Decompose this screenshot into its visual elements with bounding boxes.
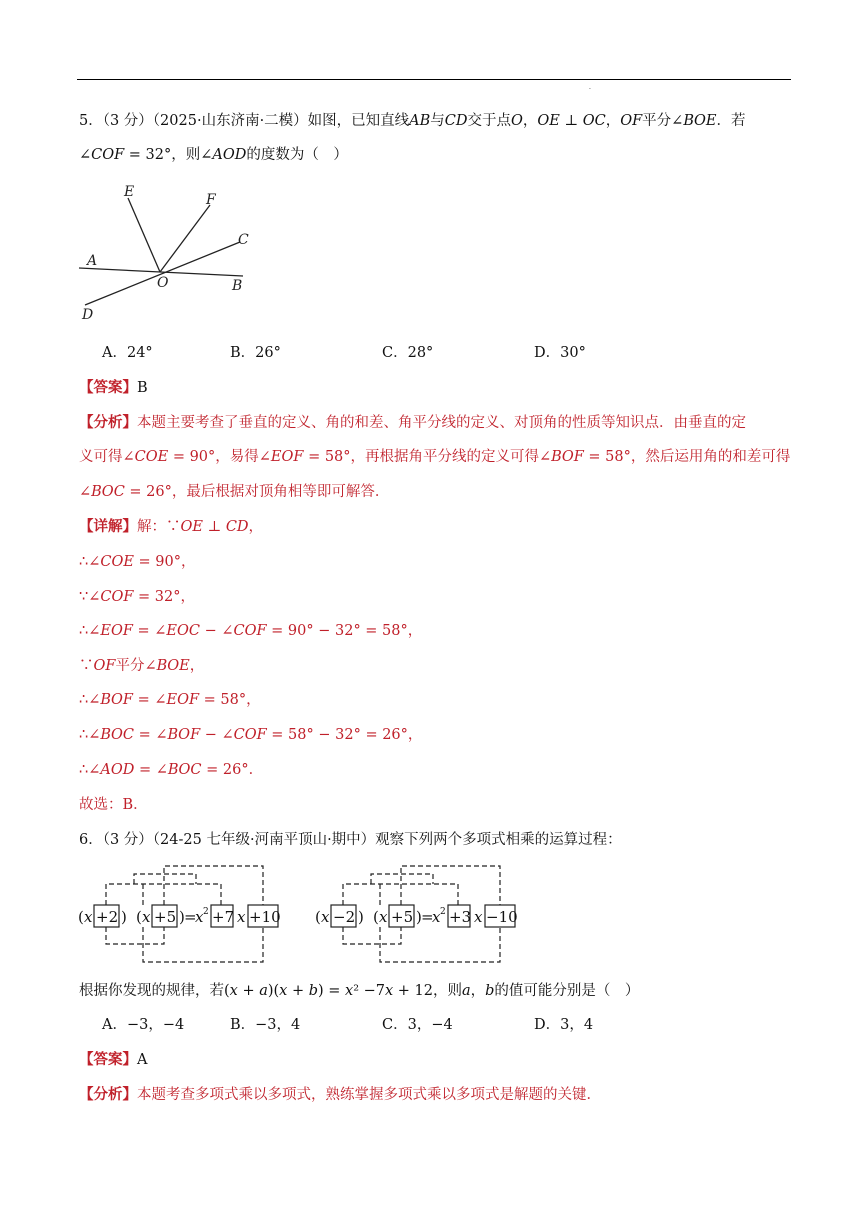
q5-analysis-line3: ∠𝐵𝑂𝐶 = 26°，最后根据对顶角相等即可解答． bbox=[79, 484, 390, 500]
d2-x2: x bbox=[379, 908, 388, 926]
q6-answer bbox=[79, 1050, 147, 1070]
d1-close1: ) bbox=[121, 908, 127, 926]
q6-answer-tag: 【答案】 bbox=[79, 1051, 137, 1068]
label-c: C bbox=[238, 232, 249, 248]
d2-open2: ( bbox=[373, 908, 379, 926]
q5-detail-first: 解：∵𝑂𝐸 ⊥ 𝐶𝐷， bbox=[137, 519, 264, 535]
d1-eq: = bbox=[184, 908, 197, 926]
q5-stem-line2: ∠𝐶𝑂𝐹 = 32°，则∠𝐴𝑂𝐷的度数为（ ） bbox=[79, 147, 348, 163]
q5-analysis-text1: 本题主要考查了垂直的定义、角的和差、角平分线的定义、对顶角的性质等知识点．由垂直的定 bbox=[137, 415, 746, 431]
d2-b2: +5 bbox=[391, 908, 414, 926]
q5-analysis-tag: 【分析】 bbox=[79, 414, 137, 431]
q6-diagram-2 bbox=[313, 864, 523, 966]
q5-step-7: ∴∠𝐴𝑂𝐷 = ∠𝐵𝑂𝐶 = 26°． bbox=[79, 762, 264, 778]
d2-close2: ) bbox=[416, 908, 422, 926]
q5-step-3: ∴∠𝐸𝑂𝐹 = ∠𝐸𝑂𝐶 − ∠𝐶𝑂𝐹 = 90° − 32° = 58°， bbox=[79, 623, 423, 639]
d1-b2: +5 bbox=[154, 908, 177, 926]
d2-exp: 2 bbox=[440, 907, 446, 917]
d1-b3: +7 bbox=[212, 908, 235, 926]
d2-xsq: x bbox=[432, 908, 441, 926]
d1-close2: ) bbox=[179, 908, 185, 926]
header-rule bbox=[77, 79, 791, 80]
d2-b1: −2 bbox=[333, 908, 356, 926]
d1-x1: x bbox=[84, 908, 93, 926]
label-o: O bbox=[157, 275, 169, 291]
d2-x1: x bbox=[321, 908, 330, 926]
q6-analysis-text: 本题考查多项式乘以多项式，熟练掌握多项式乘以多项式是解题的关键． bbox=[137, 1087, 601, 1103]
q5-option-b: B．26° bbox=[230, 345, 281, 361]
q5-analysis-line1 bbox=[79, 413, 746, 433]
d2-open1: ( bbox=[315, 908, 321, 926]
q6-stem: 6．（3 分）（24-25 七年级·河南平顶山·期中）观察下列两个多项式相乘的运算过程： bbox=[79, 832, 622, 848]
d1-b1: +2 bbox=[96, 908, 119, 926]
q5-option-c: C．28° bbox=[382, 345, 434, 361]
q5-step-6: ∴∠𝐵𝑂𝐶 = ∠𝐵𝑂𝐹 − ∠𝐶𝑂𝐹 = 58° − 32° = 26°， bbox=[79, 727, 423, 743]
d1-x2: x bbox=[142, 908, 151, 926]
q6-answer-value: A bbox=[137, 1052, 148, 1068]
q5-step-8: 故选：B． bbox=[79, 797, 148, 813]
q5-step-5: ∴∠𝐵𝑂𝐹 = ∠𝐸𝑂𝐹 = 58°， bbox=[79, 692, 261, 708]
q5-option-a: A．24° bbox=[102, 345, 153, 361]
d2-eq: = bbox=[421, 908, 434, 926]
label-d: D bbox=[82, 307, 94, 323]
q6-analysis-line bbox=[79, 1085, 601, 1105]
d1-xsq: x bbox=[195, 908, 204, 926]
q6-option-a: A．−3，−4 bbox=[102, 1017, 185, 1033]
d1-b4: +10 bbox=[249, 908, 281, 926]
label-e: E bbox=[124, 184, 135, 200]
label-f: F bbox=[206, 192, 216, 208]
ray-oe bbox=[128, 198, 160, 272]
q5-analysis-line2: 义可得∠𝐶𝑂𝐸 = 90°，易得∠𝐸𝑂𝐹 = 58°，再根据角平分线的定义可得∠𝐵𝑂𝐹 = 58°，然后运用角的和差可得 bbox=[79, 449, 791, 465]
q5-detail-tag: 【详解】 bbox=[79, 518, 137, 535]
d1-xlin: x bbox=[237, 908, 246, 926]
q5-step-2: ∵∠𝐶𝑂𝐹 = 32°， bbox=[79, 589, 195, 605]
d1-open2: ( bbox=[136, 908, 142, 926]
q6-diagram-1 bbox=[76, 864, 286, 966]
q5-step-1: ∴∠𝐶𝑂𝐸 = 90°， bbox=[79, 554, 196, 570]
d2-b3: +3 bbox=[449, 908, 472, 926]
q5-detail-line bbox=[79, 517, 263, 537]
label-a: A bbox=[87, 253, 98, 269]
d2-xlin: x bbox=[474, 908, 483, 926]
q6-option-b: B．−3，4 bbox=[230, 1017, 301, 1033]
q5-option-d: D．30° bbox=[534, 345, 586, 361]
header-dot: . bbox=[589, 84, 591, 91]
line-cd bbox=[85, 242, 243, 305]
q5-answer bbox=[79, 378, 148, 398]
q6-option-c: C．3，−4 bbox=[382, 1017, 453, 1033]
d2-close1: ) bbox=[358, 908, 364, 926]
q6-question: 根据你发现的规律，若(𝑥 + 𝑎)(𝑥 + 𝑏) = 𝑥² −7𝑥 + 12，则𝑎，𝑏的值可能分别是（ ） bbox=[79, 983, 640, 999]
q6-analysis-tag: 【分析】 bbox=[79, 1086, 137, 1103]
d1-exp: 2 bbox=[203, 907, 209, 917]
q5-answer-tag: 【答案】 bbox=[79, 379, 137, 396]
q5-step-4: ∵𝑂𝐹平分∠𝐵𝑂𝐸， bbox=[79, 658, 205, 674]
d2-b4: −10 bbox=[486, 908, 518, 926]
q6-option-d: D．3，4 bbox=[534, 1017, 594, 1033]
q5-answer-value: B bbox=[137, 380, 148, 396]
label-b: B bbox=[232, 278, 243, 294]
d1-open1: ( bbox=[78, 908, 84, 926]
q5-geometry-figure bbox=[75, 178, 260, 323]
ray-of bbox=[160, 205, 210, 272]
q5-stem-line1: 5．（3 分）（2025·山东济南·二模）如图，已知直线𝐴𝐵与𝐶𝐷交于点𝑂，𝑂𝐸 ⊥ 𝑂𝐶，𝑂𝐹平分∠𝐵𝑂𝐸．若 bbox=[79, 113, 746, 129]
